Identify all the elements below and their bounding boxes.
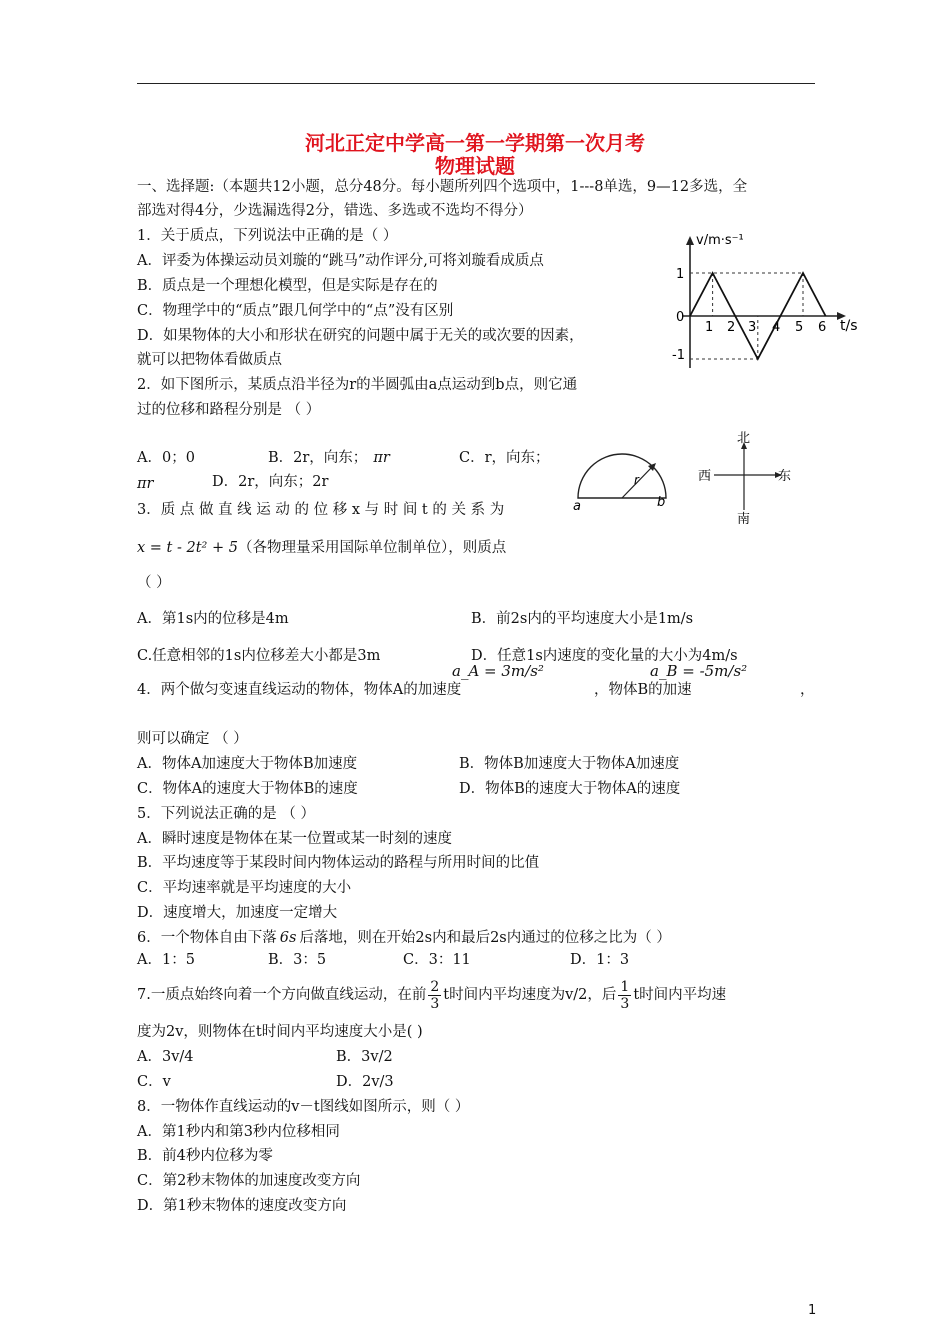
q2-option-a: A．0；0 — [137, 450, 195, 466]
semicircle-figure — [568, 436, 676, 518]
x-tick-1: 1 — [705, 320, 714, 335]
q2-stem-cont: 过的位移和路程分别是 （ ） — [137, 402, 321, 418]
q8-option-c: C．第2秒末物体的加速度改变方向 — [137, 1173, 361, 1189]
q4-acceleration-a: a_A = 3m/s² — [452, 662, 544, 680]
q7-stem-cont: 度为2v，则物体在t时间内平均速度大小是( ) — [137, 1024, 423, 1040]
y-tick-0: 0 — [676, 310, 685, 325]
x-tick-2: 2 — [727, 320, 736, 335]
q6-option-a: A．1：5 — [137, 952, 195, 968]
q6-stem-math: 6s — [279, 930, 297, 946]
q3-stem-cont — [137, 538, 506, 558]
exam-subtitle: 物理试题 — [435, 154, 515, 178]
q7-option-a: A．3v/4 — [137, 1049, 194, 1065]
x-axis-label: t/s — [840, 318, 858, 334]
q7-option-c: C．v — [137, 1074, 171, 1090]
q8-option-d: D．第1秒末物体的速度改变方向 — [137, 1198, 347, 1214]
q3-option-d: D．任意1s内速度的变化量的大小为4m/s — [471, 648, 738, 664]
q3-option-c: C.任意相邻的1s内位移差大小都是3m — [137, 648, 381, 664]
q8-option-a: A．第1秒内和第3秒内位移相同 — [137, 1124, 340, 1140]
radius-label: r — [634, 473, 639, 487]
q6-stem-pre: 6．一个物体自由下落 — [137, 930, 277, 946]
vt-graph — [668, 228, 872, 374]
q7-stem-mid: t时间内平均速度为v/2，后 — [443, 987, 617, 1003]
q6-option-d: D．1：3 — [570, 952, 630, 968]
q4-acceleration-b: a_B = -5m/s² — [650, 662, 748, 680]
compass-south: 南 — [737, 512, 751, 527]
q4-stem-cont: 则可以确定 （ ） — [137, 731, 248, 747]
y-tick-neg1: -1 — [672, 348, 685, 363]
compass-east: 东 — [778, 469, 792, 484]
q7-stem-post: t时间内平均速 — [633, 987, 727, 1003]
page-number: 1 — [808, 1303, 817, 1318]
q4-stem: 4．两个做匀变速直线运动的物体，物体A的加速度 — [137, 682, 462, 698]
compass-west: 西 — [698, 469, 712, 484]
q7-fraction-two-thirds — [428, 979, 441, 1012]
q6-option-b: B．3：5 — [268, 952, 327, 968]
q4-option-b: B．物体B加速度大于物体A加速度 — [459, 756, 680, 772]
section-intro-2: 部选对得4分，少选漏选得2分，错选、多选或不选均不得分） — [137, 203, 533, 219]
q2-option-b-text: B．2r，向东； — [268, 450, 368, 466]
q7-stem — [137, 975, 726, 1015]
q4-option-c: C．物体A的速度大于物体B的速度 — [137, 781, 358, 797]
q5-stem: 5．下列说法正确的是 （ ） — [137, 806, 315, 822]
q6-stem — [137, 928, 671, 948]
q2-option-b-math: πr — [373, 450, 390, 466]
compass-figure — [694, 428, 804, 528]
q2-option-c-math: πr — [137, 476, 154, 492]
q7-stem-pre: 7.一质点始终向着一个方向做直线运动，在前 — [137, 987, 427, 1003]
q3-paren: （ ） — [137, 575, 171, 591]
x-tick-6: 6 — [818, 320, 827, 335]
q3-stem: 3．质 点 做 直 线 运 动 的 位 移 x 与 时 间 t 的 关 系 为 — [137, 502, 505, 518]
q2-option-b — [268, 448, 390, 468]
q2-stem: 2．如下图所示，某质点沿半径为r的半圆弧由a点运动到b点，则它通 — [137, 377, 578, 393]
q7-fraction-1-num: 2 — [430, 978, 440, 995]
q7-fraction-one-third — [618, 979, 631, 1012]
compass-north: 北 — [737, 431, 751, 446]
q1-option-d-cont: 就可以把物体看做质点 — [137, 352, 282, 368]
q4-stem-mid: ，物体B的加速 — [594, 682, 692, 698]
q3-formula: x = t - 2t² + 5 — [137, 540, 238, 556]
q4-option-a: A．物体A加速度大于物体B加速度 — [137, 756, 358, 772]
q1-option-a: A．评委为体操运动员刘璇的“跳马”动作评分,可将刘璇看成质点 — [137, 253, 544, 269]
q3-option-a: A．第1s内的位移是4m — [137, 611, 289, 627]
x-tick-4: 4 — [772, 320, 781, 335]
q8-stem: 8．一物体作直线运动的v－t图线如图所示，则（ ） — [137, 1099, 470, 1115]
q2-option-d: D．2r，向东；2r — [212, 474, 329, 490]
q7-fraction-2-num: 1 — [620, 978, 630, 995]
q5-option-b: B．平均速度等于某段时间内物体运动的路程与所用时间的比值 — [137, 855, 540, 871]
q7-fraction-2-den: 3 — [620, 995, 630, 1012]
q1-stem: 1．关于质点，下列说法中正确的是（ ） — [137, 228, 398, 244]
q2-option-c: C．r，向东； — [459, 450, 550, 466]
q1-option-d: D．如果物体的大小和形状在研究的问题中属于无关的或次要的因素， — [137, 328, 584, 344]
point-a-label: a — [573, 499, 581, 514]
q4-stem-end: ， — [800, 682, 815, 698]
y-tick-1: 1 — [676, 267, 685, 282]
q1-option-c: C．物理学中的“质点”跟几何学中的“点”没有区别 — [137, 303, 454, 319]
x-tick-3: 3 — [748, 320, 757, 335]
q5-option-d: D．速度增大，加速度一定增大 — [137, 905, 338, 921]
q7-fraction-1-den: 3 — [430, 995, 440, 1012]
exam-title: 河北正定中学高一第一学期第一次月考 — [305, 131, 645, 155]
q6-option-c: C．3：11 — [403, 952, 471, 968]
point-b-label: b — [657, 495, 666, 510]
y-axis-label: v/m·s⁻¹ — [696, 233, 744, 248]
header-rule — [137, 83, 815, 84]
x-tick-5: 5 — [795, 320, 804, 335]
section-intro-1: 一、选择题:（本题共12小题，总分48分。每小题所列四个选项中，1---8单选，9—12多选，全 — [137, 179, 748, 195]
q4-option-d: D．物体B的速度大于物体A的速度 — [459, 781, 681, 797]
q8-option-b: B．前4秒内位移为零 — [137, 1148, 273, 1164]
q1-option-b: B．质点是一个理想化模型，但是实际是存在的 — [137, 278, 438, 294]
q3-option-b: B．前2s内的平均速度大小是1m/s — [471, 611, 694, 627]
q6-stem-post: 后落地，则在开始2s内和最后2s内通过的位移之比为（ ） — [299, 930, 671, 946]
q5-option-a: A．瞬时速度是物体在某一位置或某一时刻的速度 — [137, 831, 452, 847]
q7-option-b: B．3v/2 — [336, 1049, 393, 1065]
q7-option-d: D．2v/3 — [336, 1074, 394, 1090]
q5-option-c: C．平均速率就是平均速度的大小 — [137, 880, 352, 896]
q3-stem-cont-text: （各物理量采用国际单位制单位），则质点 — [237, 540, 507, 556]
